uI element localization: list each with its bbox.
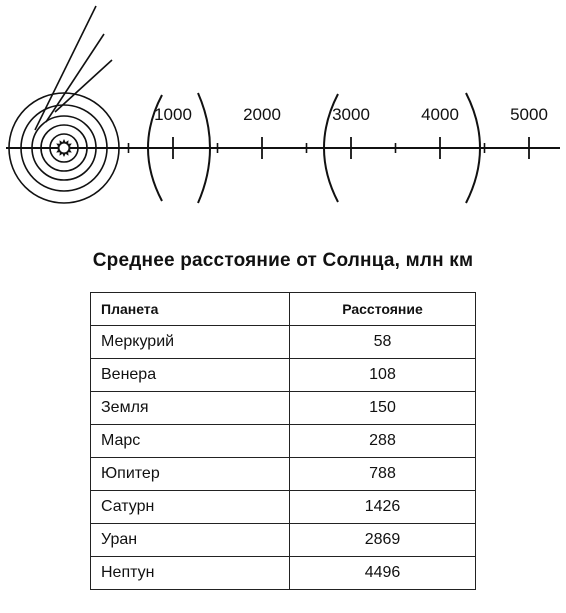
table-row [91,458,476,491]
planet-name-cell: Венера [91,359,290,392]
planet-name-cell: Сатурн [91,491,290,524]
distance-cell: 108 [290,359,476,392]
planet-name-cell: Юпитер [91,458,290,491]
distance-cell: 788 [290,458,476,491]
tick-label: 3000 [332,105,370,124]
table-header-row [91,293,476,326]
table-row [91,392,476,425]
column-header-planet: Планета [91,293,290,326]
planet-name-cell: Уран [91,524,290,557]
tick-label: 2000 [243,105,281,124]
planet-name-cell: Меркурий [91,326,290,359]
distance-cell: 58 [290,326,476,359]
tick-label: 5000 [510,105,548,124]
column-header-distance: Расстояние [290,293,476,326]
table-row [91,491,476,524]
table-title: Среднее расстояние от Солнца, млн км [92,250,474,271]
solar-system-scale-diagram [0,0,566,240]
sun-icon [55,139,73,157]
axis-ticks [129,105,548,159]
distance-cell: 4496 [290,557,476,590]
table-row [91,524,476,557]
distance-cell: 288 [290,425,476,458]
distance-cell: 1426 [290,491,476,524]
comet-lines [35,6,112,130]
planet-name-cell: Нептун [91,557,290,590]
comet-tail-line [55,60,112,112]
table-row [91,359,476,392]
planet-name-cell: Земля [91,392,290,425]
distance-cell: 150 [290,392,476,425]
distance-cell: 2869 [290,524,476,557]
table-row [91,557,476,590]
planet-distance-table [90,292,476,590]
tick-label: 1000 [154,105,192,124]
planet-name-cell: Марс [91,425,290,458]
table-row [91,326,476,359]
tick-label: 4000 [421,105,459,124]
table-row [91,425,476,458]
sun-core [60,144,69,153]
